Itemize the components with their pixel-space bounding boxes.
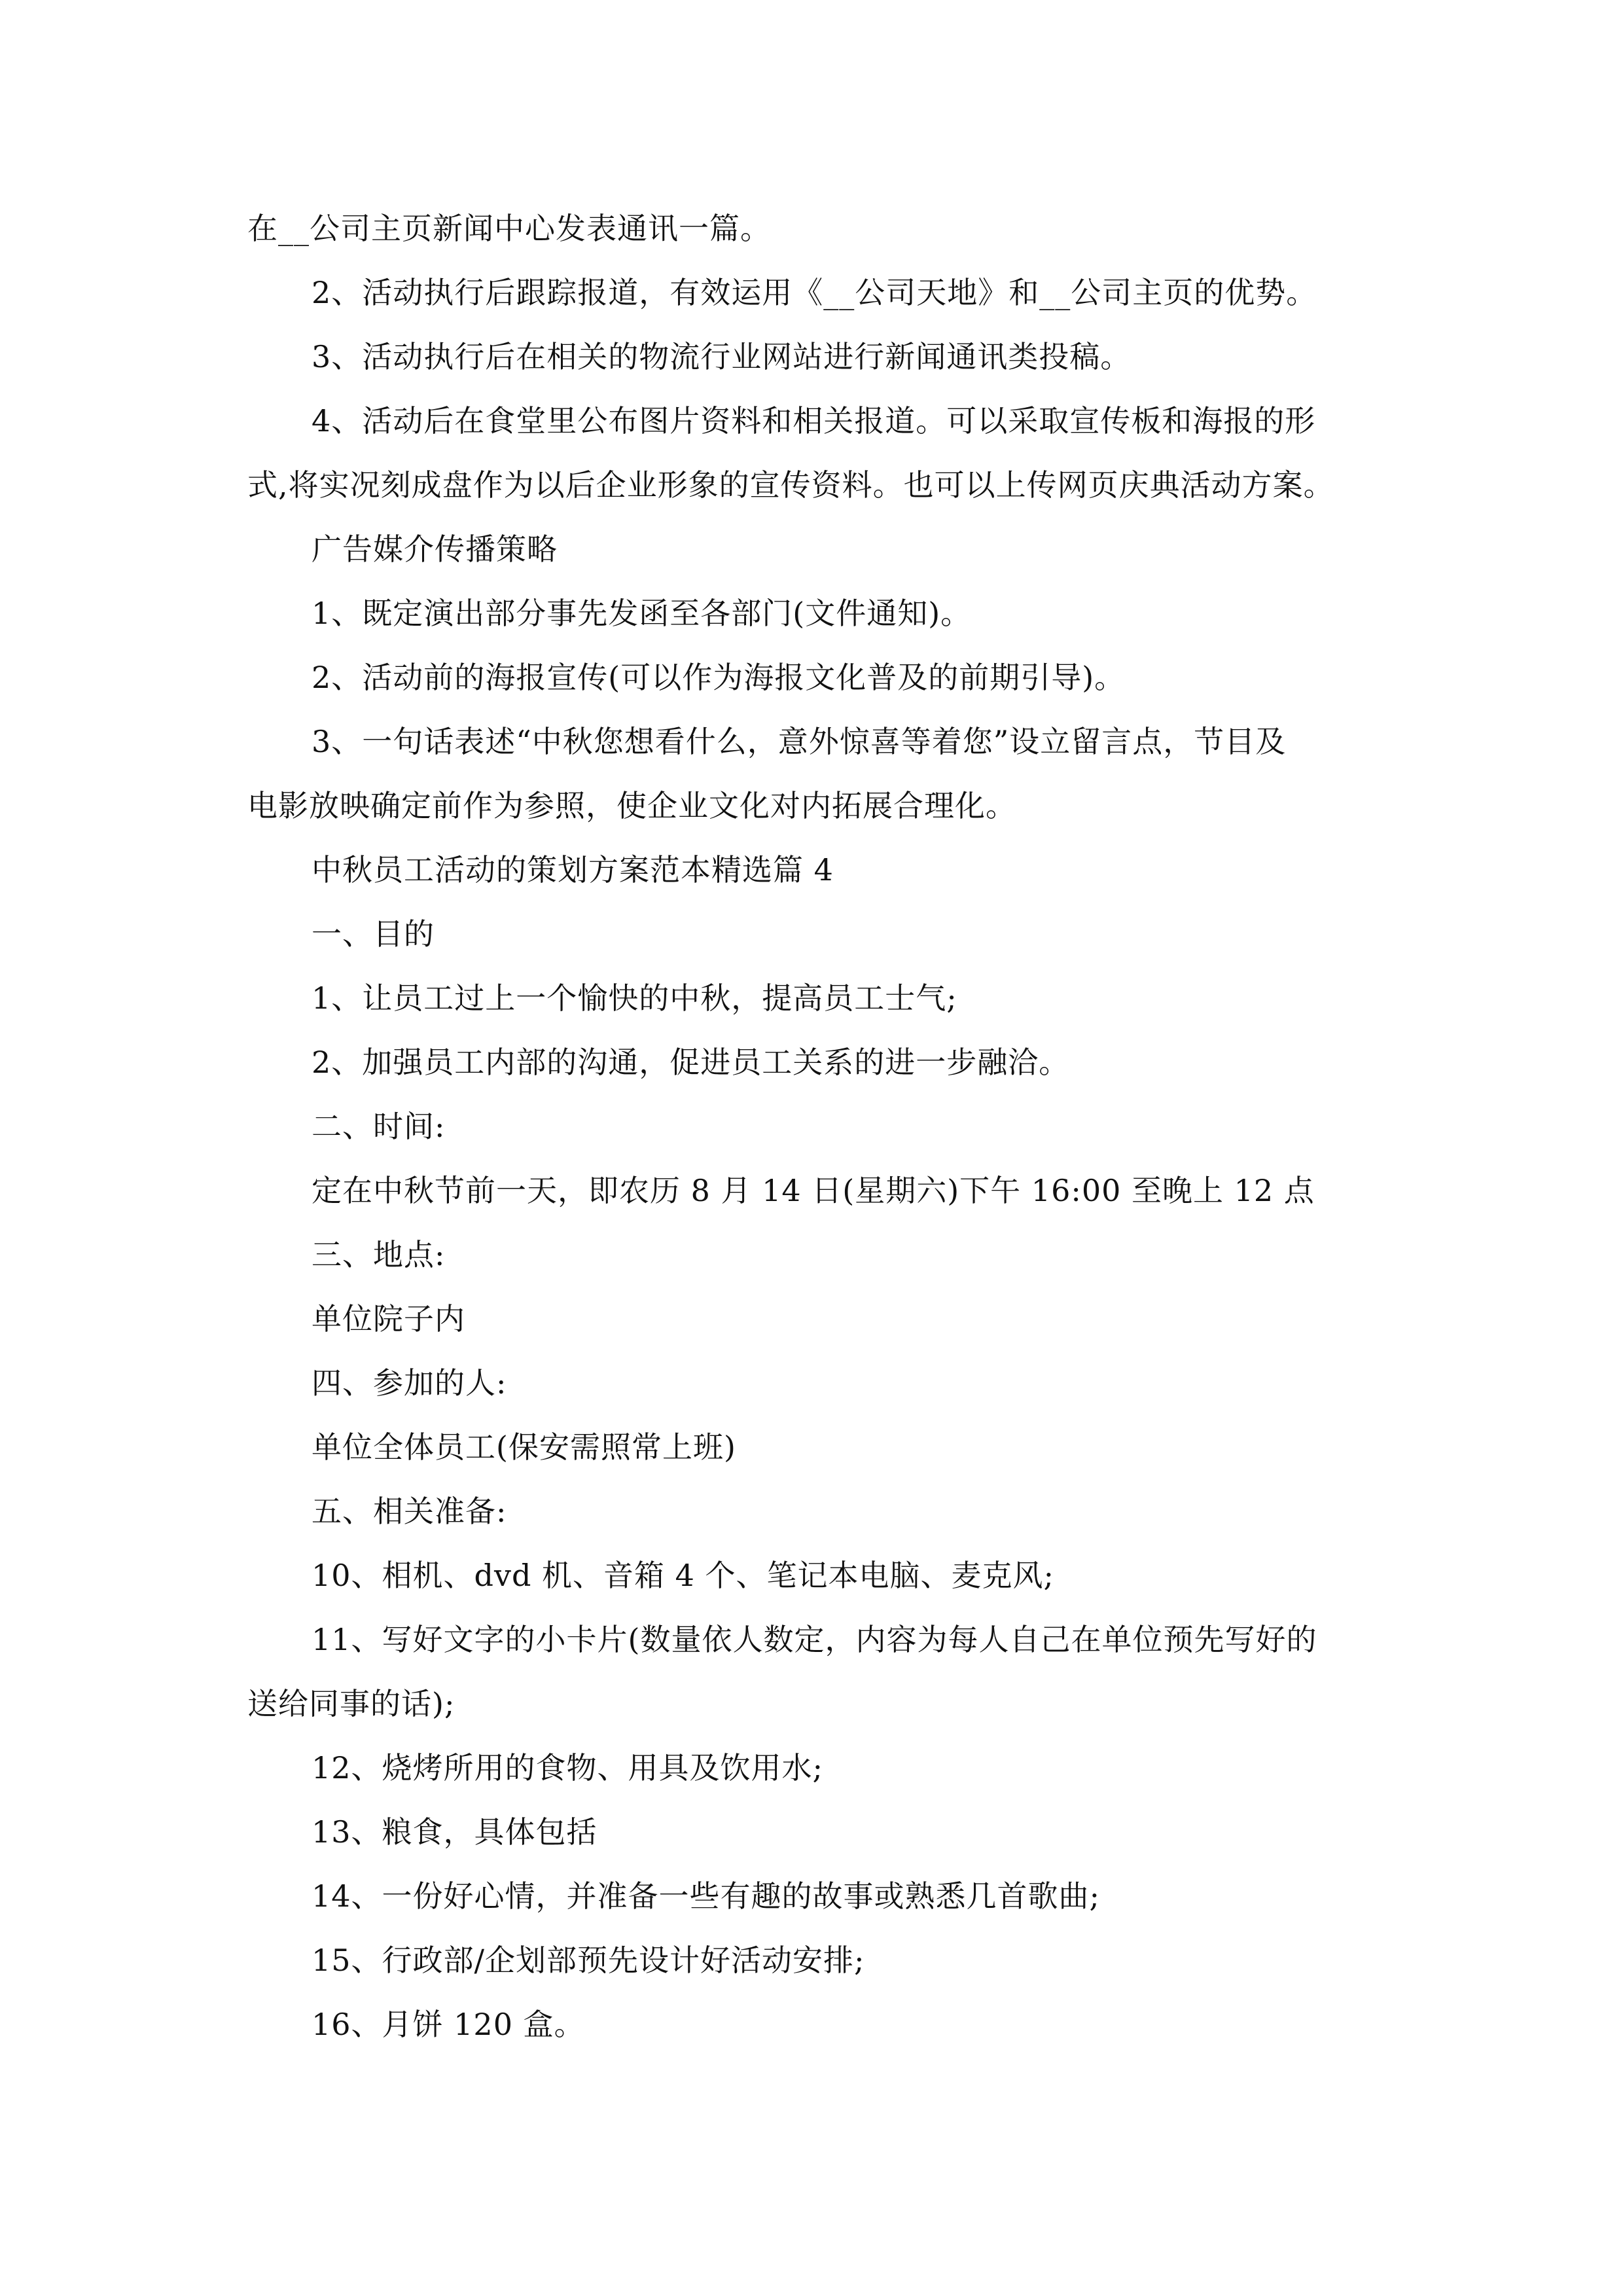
text-line: 15、行政部/企划部预先设计好活动安排; xyxy=(312,1943,865,1978)
text-line: 2、加强员工内部的沟通，促进员工关系的进一步融洽。 xyxy=(312,1045,1070,1080)
text-line: 14、一份好心情，并准备一些有趣的故事或熟悉几首歌曲; xyxy=(312,1878,1101,1914)
text-line: 在__公司主页新闻中心发表通讯一篇。 xyxy=(247,211,771,246)
text-line: 11、写好文字的小卡片(数量依人数定，内容为每人自己在单位预先写好的 xyxy=(312,1622,1317,1657)
text-line: 单位院子内 xyxy=(312,1301,465,1336)
section-heading: 三、地点: xyxy=(312,1237,446,1272)
text-line: 送给同事的话); xyxy=(247,1686,455,1721)
section-heading: 五、相关准备: xyxy=(312,1494,507,1529)
text-line: 4、活动后在食堂里公布图片资料和相关报道。可以采取宣传板和海报的形 xyxy=(312,403,1316,439)
text-line: 1、既定演出部分事先发函至各部门(文件通知)。 xyxy=(312,596,972,631)
text-line: 12、烧烤所用的食物、用具及饮用水; xyxy=(312,1750,824,1785)
text-line: 1、让员工过上一个愉快的中秋，提高员工士气; xyxy=(312,980,957,1016)
text-line: 3、一句话表述“中秋您想看什么，意外惊喜等着您”设立留言点，节目及 xyxy=(312,724,1287,759)
text-line: 3、活动执行后在相关的物流行业网站进行新闻通讯类投稿。 xyxy=(312,339,1132,374)
text-line: 2、活动执行后跟踪报道，有效运用《__公司天地》和__公司主页的优势。 xyxy=(312,275,1317,310)
text-line: 定在中秋节前一天，即农历 8 月 14 日(星期六)下午 16:00 至晚上 12 点 xyxy=(312,1173,1315,1208)
section-heading: 二、时间: xyxy=(312,1109,446,1144)
section-heading: 广告媒介传播策略 xyxy=(312,531,558,567)
text-line: 电影放映确定前作为参照，使企业文化对内拓展合理化。 xyxy=(247,788,1016,823)
text-line: 单位全体员工(保安需照常上班) xyxy=(312,1429,736,1465)
text-line: 式,将实况刻成盘作为以后企业形象的宣传资料。也可以上传网页庆典活动方案。 xyxy=(247,467,1334,503)
section-heading: 一、目的 xyxy=(312,916,435,952)
section-heading: 中秋员工活动的策划方案范本精选篇 4 xyxy=(312,852,834,888)
text-line: 10、相机、dvd 机、音箱 4 个、笔记本电脑、麦克风; xyxy=(312,1558,1055,1593)
document-body xyxy=(247,196,1383,2056)
section-heading: 四、参加的人: xyxy=(312,1365,507,1401)
text-line: 16、月饼 120 盒。 xyxy=(312,2007,585,2042)
text-line: 13、粮食，具体包括 xyxy=(312,1814,597,1850)
text-line: 2、活动前的海报宣传(可以作为海报文化普及的前期引导)。 xyxy=(312,660,1126,695)
